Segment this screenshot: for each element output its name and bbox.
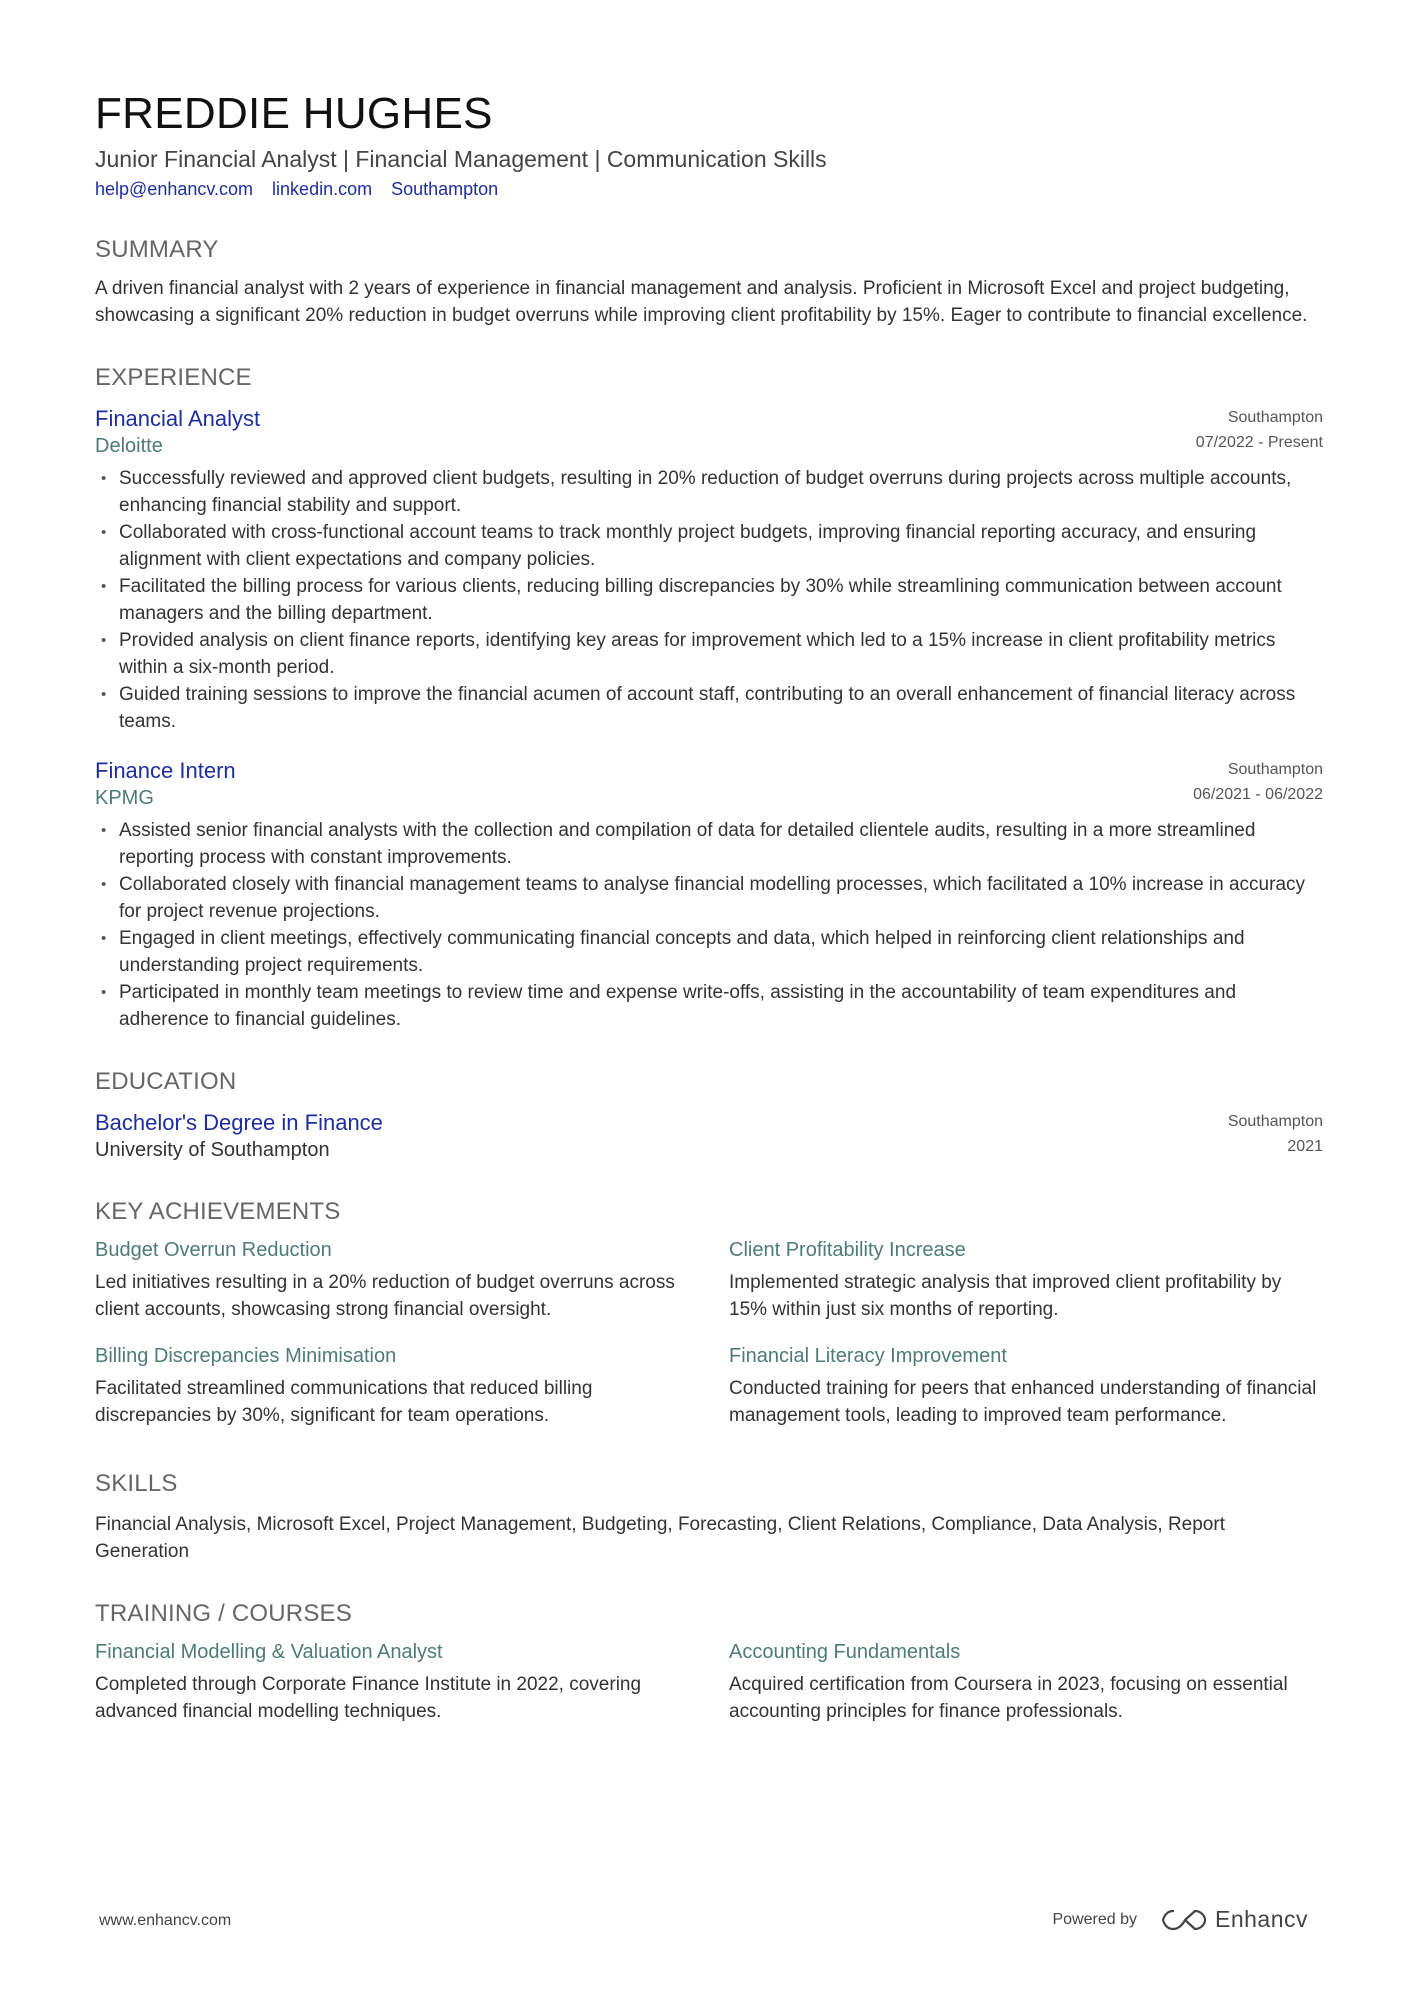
job-bullets [95,817,1323,1033]
bullet-item: • Facilitated the billing process for various clients, reducing billing discrepancies by 30% while streamlining communication between account managers and the billing department. [95,573,1323,627]
achievement-item [729,1343,1323,1429]
job-company: KPMG [95,787,154,809]
header [95,86,1323,201]
enhancv-logo-icon [1161,1907,1207,1933]
education-location: Southampton [1227,1113,1323,1130]
achievement-text: Led initiatives resulting in a 20% reduction of budget overruns across client accounts, showcasing strong financial oversight. [95,1272,675,1320]
course-text: Acquired certification from Coursera in 2023, focusing on essential accounting principles for finance professionals. [729,1674,1288,1722]
education-section [95,1067,1323,1163]
job-dates: 07/2022 - Present [1195,434,1323,451]
job-entry [95,757,1323,1033]
achievement-text: Conducted training for peers that enhanced understanding of financial management tools, leading to improved team performance. [729,1378,1317,1426]
bullet-item: • Collaborated with cross-functional account teams to track monthly project budgets, improving financial reporting accuracy, and ensuring alignment with client expectations and company policies. [95,519,1323,573]
course-title: Financial Modelling & Valuation Analyst [95,1641,443,1663]
achievement-title: Billing Discrepancies Minimisation [95,1345,397,1367]
course-item [729,1639,1323,1725]
powered-by [1052,1906,1308,1933]
course-text: Completed through Corporate Finance Institute in 2022, covering advanced financial modelling techniques. [95,1674,642,1722]
candidate-name: FREDDIE HUGHES [95,89,493,138]
education-year: 2021 [1287,1138,1323,1155]
skills-section [95,1469,1323,1565]
bullet-item: • Provided analysis on client finance reports, identifying key areas for improvement which led to a 15% increase in client profitability metrics within a six-month period. [95,627,1323,681]
achievements-section [95,1197,1323,1449]
achievement-text: Facilitated streamlined communications that reduced billing discrepancies by 30%, significant for team operations. [95,1378,593,1426]
achievement-item [729,1237,1323,1323]
website-link[interactable]: www.enhancv.com [99,1912,232,1929]
bullet-item: • Guided training sessions to improve the financial acumen of account staff, contributing to an overall enhancement of financial literacy across teams. [95,681,1323,735]
skills-title: SKILLS [95,1470,178,1497]
training-title: TRAINING / COURSES [95,1600,352,1627]
linkedin-link[interactable]: linkedin.com [272,179,373,199]
bullet-item: • Assisted senior financial analysts with the collection and compilation of data for detailed clientele audits, resulting in a more streamlined reporting process with constant improvements. [95,817,1323,871]
job-location: Southampton [1227,761,1323,778]
bullet-item: • Participated in monthly team meetings to review time and expense write-offs, assisting in the accountability of team expenditures and adherence to financial guidelines. [95,979,1323,1033]
footer [99,1906,1308,1936]
job-dates: 06/2021 - 06/2022 [1193,786,1323,803]
achievement-item [95,1237,689,1323]
job-title: Financial Analyst [95,406,261,431]
headline: Junior Financial Analyst | Financial Management | Communication Skills [95,146,827,172]
bullet-item: • Engaged in client meetings, effectively communicating financial concepts and data, which helped in reinforcing client relationships and understanding project requirements. [95,925,1323,979]
achievement-title: Budget Overrun Reduction [95,1239,332,1261]
job-bullets [95,465,1323,735]
location-link[interactable]: Southampton [391,179,499,199]
summary-title: SUMMARY [95,236,219,263]
achievement-item [95,1343,689,1429]
bullet-item: • Successfully reviewed and approved client budgets, resulting in 20% reduction of budget overruns during projects across multiple accounts, enhancing financial stability and support. [95,465,1323,519]
bullet-item: • Collaborated closely with financial management teams to analyse financial modelling processes, which facilitated a 10% increase in accuracy for project revenue projections. [95,871,1323,925]
email-link[interactable]: help@enhancv.com [95,179,254,199]
achievements-title: KEY ACHIEVEMENTS [95,1198,341,1225]
training-grid [95,1639,1323,1745]
experience-title: EXPERIENCE [95,364,252,391]
education-title: EDUCATION [95,1068,237,1095]
job-meta [1193,757,1323,807]
achievement-title: Financial Literacy Improvement [729,1345,1007,1367]
resume-content [95,86,1323,1745]
training-section [95,1599,1323,1745]
powered-by-label: Powered by [1052,1910,1137,1928]
brand-logo[interactable] [1161,1906,1308,1933]
degree: Bachelor's Degree in Finance [95,1110,383,1135]
achievement-text: Implemented strategic analysis that improved client profitability by 15% within just six months of reporting. [729,1272,1282,1320]
course-title: Accounting Fundamentals [729,1641,961,1663]
contact-links [95,177,1323,201]
course-item [95,1639,689,1725]
education-meta [1228,1109,1323,1159]
job-meta [1196,405,1323,455]
achievements-grid [95,1237,1323,1449]
education-entry [95,1109,1323,1163]
job-company: Deloitte [95,435,163,457]
skills-list: Financial Analysis, Microsoft Excel, Project Management, Budgeting, Forecasting, Client Relations, Compliance, Data Analysis, Report Generation [95,1514,1225,1562]
experience-section [95,363,1323,1033]
job-entry [95,405,1323,735]
achievement-title: Client Profitability Increase [729,1239,966,1261]
job-location: Southampton [1227,409,1323,426]
job-title: Finance Intern [95,758,236,783]
school: University of Southampton [95,1139,330,1161]
summary-section [95,235,1323,329]
brand-name: Enhancv [1214,1906,1308,1932]
summary-text: A driven financial analyst with 2 years of experience in financial management and analysis. Proficient in Microsoft Excel and project budgeting, showcasing a significant 20% reduction in budget overruns while improving client profitability by 15%. Eager to contribute to financial excellence. [95,278,1308,326]
